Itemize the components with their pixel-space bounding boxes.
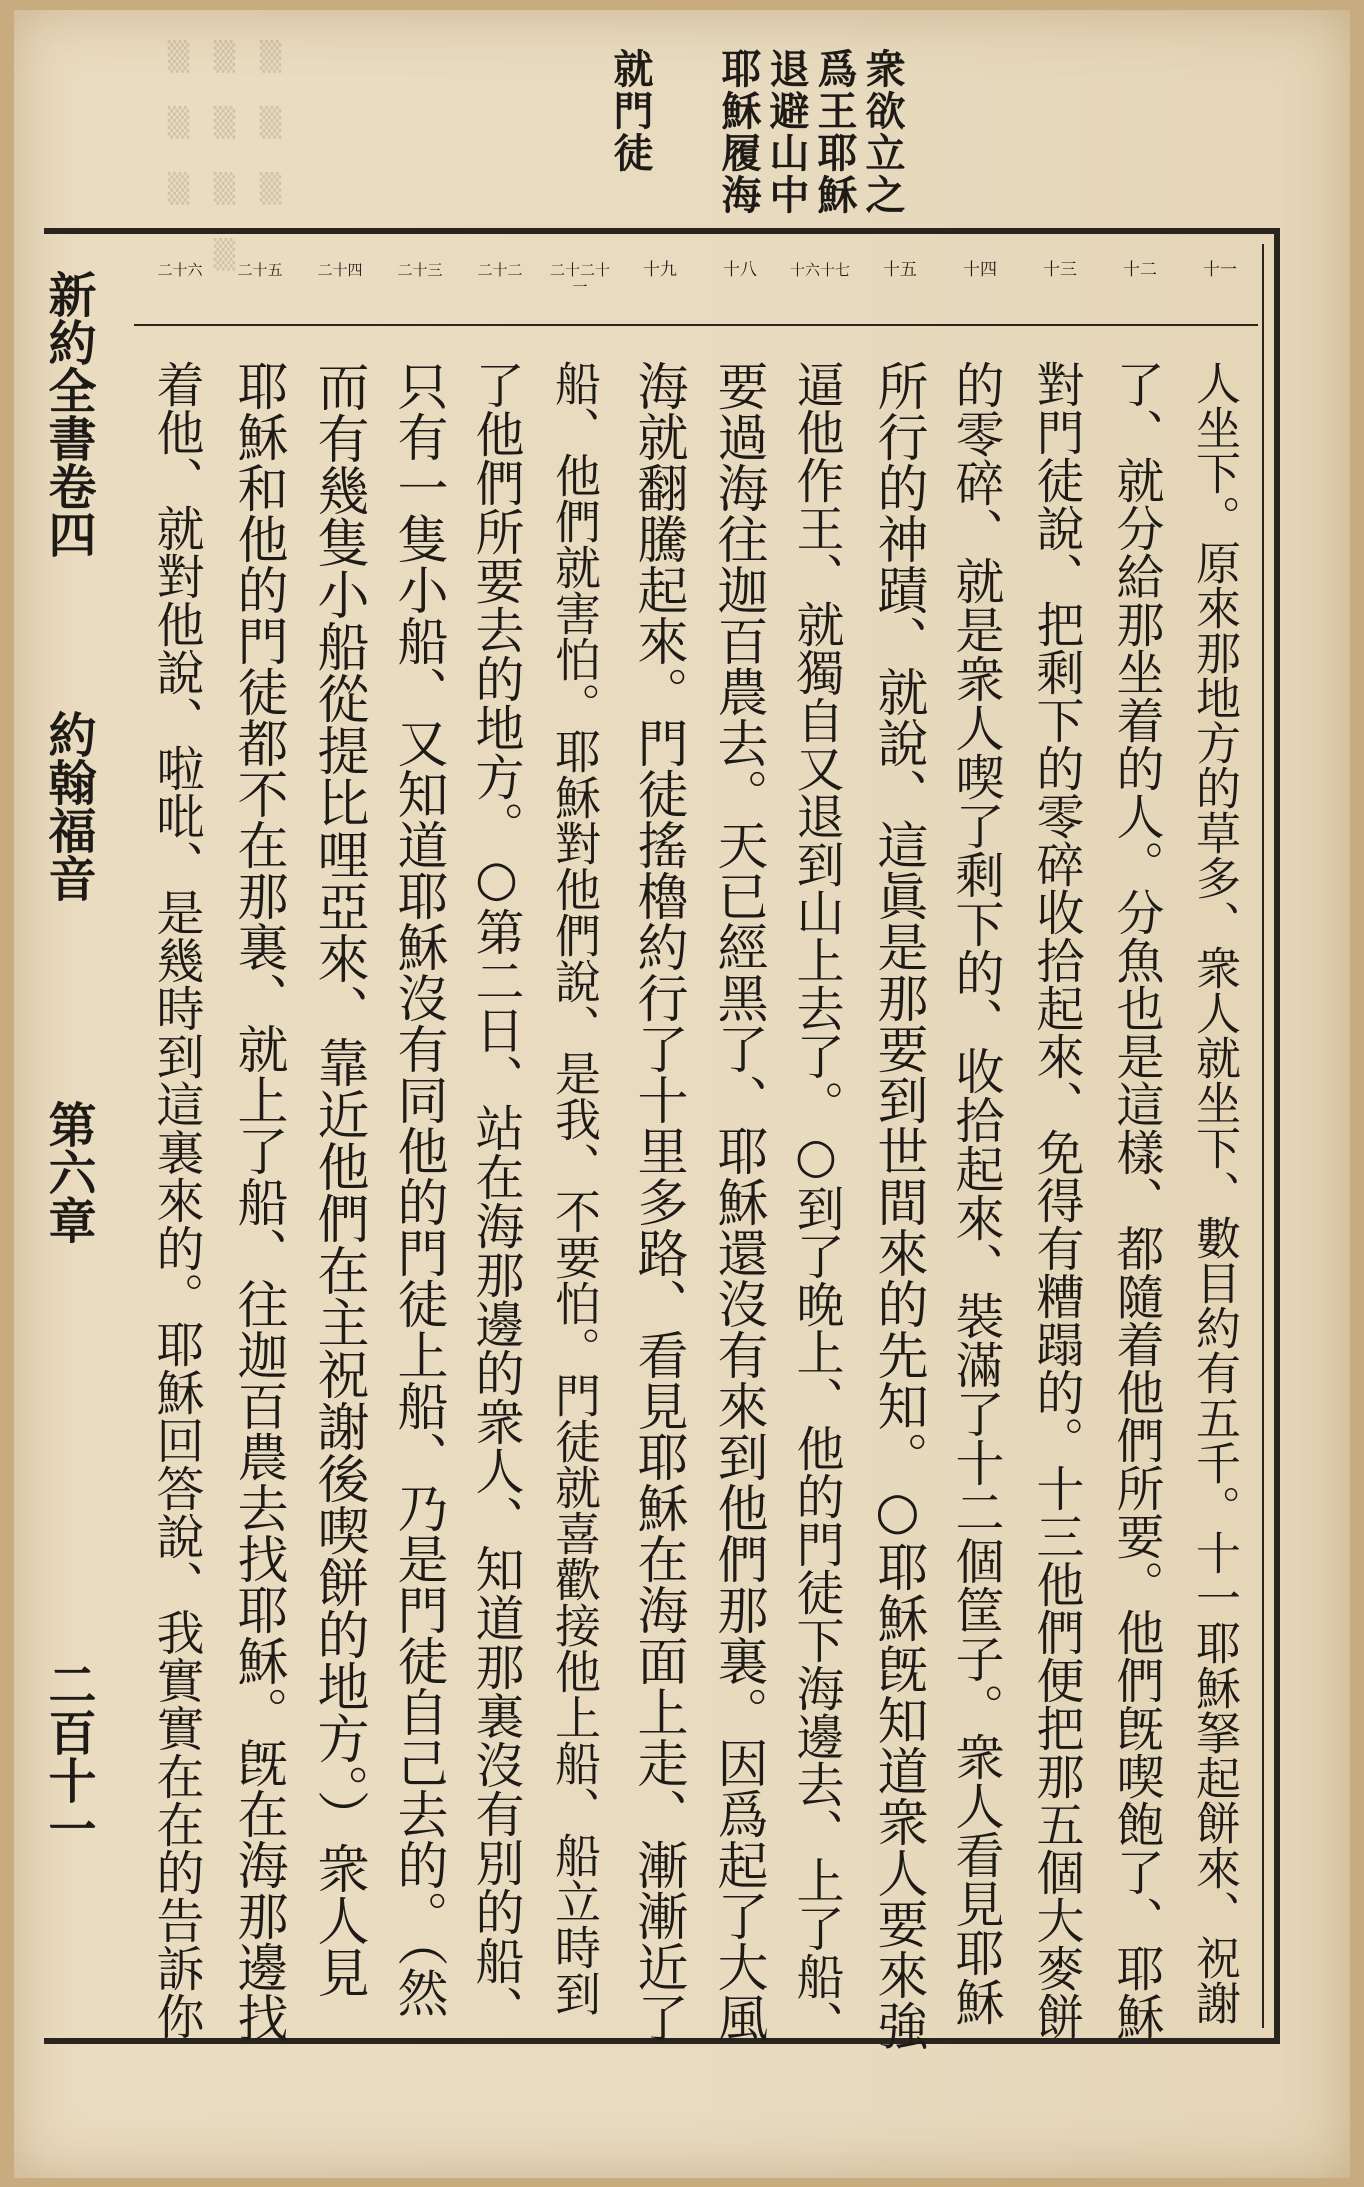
gospel-title: 約翰福音 [40,710,96,902]
column-text: 而有幾隻小船從提比哩亞來、靠近他們在主祝謝後喫餅的地方。）衆人見 [308,360,368,1998]
headnote: 耶穌履海 [715,48,762,216]
column-text: 只有一隻小船、又知道耶穌沒有同他的門徒上船、乃是門徒自己去的。（然 [388,360,447,2018]
text-column [224,242,296,2042]
headnote: 衆欲立之 [859,48,906,216]
verse-number: 二十二 [477,261,523,279]
text-column [1104,242,1176,2042]
show-through-text: ▒ ▒ ▒ ▒ ▒ ▒ ▒ ▒ ▒ ▒ [162,40,287,271]
verse-number: 二十三 [397,261,443,279]
text-column [464,242,536,2042]
verse-number: 十五 [883,260,917,280]
verse-number: 十六十七 [789,261,850,279]
text-column [1184,242,1256,2042]
column-text: 要過海往迦百農去。天已經黑了、耶穌還沒有來到他們那裏。因爲起了大風 [708,360,767,2043]
page-number: 二百十一 [40,1660,96,1852]
text-column [304,242,376,2042]
verse-number: 十三 [1043,260,1077,280]
verse-number: 十九 [643,260,677,280]
verse-number: 二十四 [317,261,363,279]
text-column [864,242,936,2051]
verse-number: 十四 [963,260,997,280]
book-title: 新約全書卷四 [40,270,96,558]
headnote: 退避山中 [763,48,810,216]
headnote: 爲王耶穌 [811,48,858,216]
column-text: 逼他作王、就獨自又退到山上去了。○到了晚上、他的門徒下海邊去、上了船、 [788,360,844,2048]
verse-number: 十八 [723,260,757,280]
verse-number: 二十六 [157,261,203,279]
verse-number: 十一 [1203,260,1237,280]
text-column [784,242,856,2048]
column-text: 對門徒說、把剩下的零碎收拾起來、免得有糟蹋的。十三他們便把那五個大麥餅 [1028,360,1084,2040]
verse-number: 十二 [1123,260,1157,280]
margin-headnotes [607,48,906,238]
verse-number: 二十五 [237,261,283,279]
column-text: 了他們所要去的地方。○第二日、站在海那邊的衆人、知道那裏沒有別的船、 [468,360,525,2034]
column-text: 人坐下。原來那地方的草多、衆人就坐下、數目約有五千。十一耶穌拏起餅來、祝謝 [1188,360,1241,2025]
text-column [1024,242,1096,2042]
column-text: 海就翻騰起來。門徒搖櫓約行了十里多路、看見耶穌在海面上走、漸漸近了 [628,360,687,2043]
text-column [144,242,216,2042]
column-text: 了、就分給那坐着的人。分魚也是這樣、都隨着他們所要。他們旣喫飽了、耶穌 [1108,360,1164,2040]
text-column [944,242,1016,2042]
headnote: 就門徒 [607,48,654,174]
book-page [14,10,1350,2178]
column-text: 着他、就對他說、啦吡、是幾時到這裏來的。耶穌回答說、我實實在在的告訴你 [148,360,204,2040]
column-text: 耶穌和他的門徒都不在那裏、就上了船、往迦百農去找耶穌。旣在海那邊找 [228,360,287,2043]
text-column [624,242,696,2042]
column-text: 船、他們就害怕。耶穌對他們說、是我、不要怕。門徒就喜歡接他上船、船立時到 [548,360,602,2016]
column-text: 的零碎、就是衆人喫了剩下的、收拾起來、裝滿了十二個筐子。衆人看見耶穌 [948,360,1005,2026]
text-column [544,242,616,2042]
text-column [384,242,456,2042]
chapter-title: 第六章 [40,1100,96,1244]
text-column [704,242,776,2042]
verse-number: 二十二十一 [549,261,610,296]
column-text: 所行的神蹟、就說、這眞是那要到世間來的先知。○耶穌旣知道衆人要來強 [868,360,927,2051]
